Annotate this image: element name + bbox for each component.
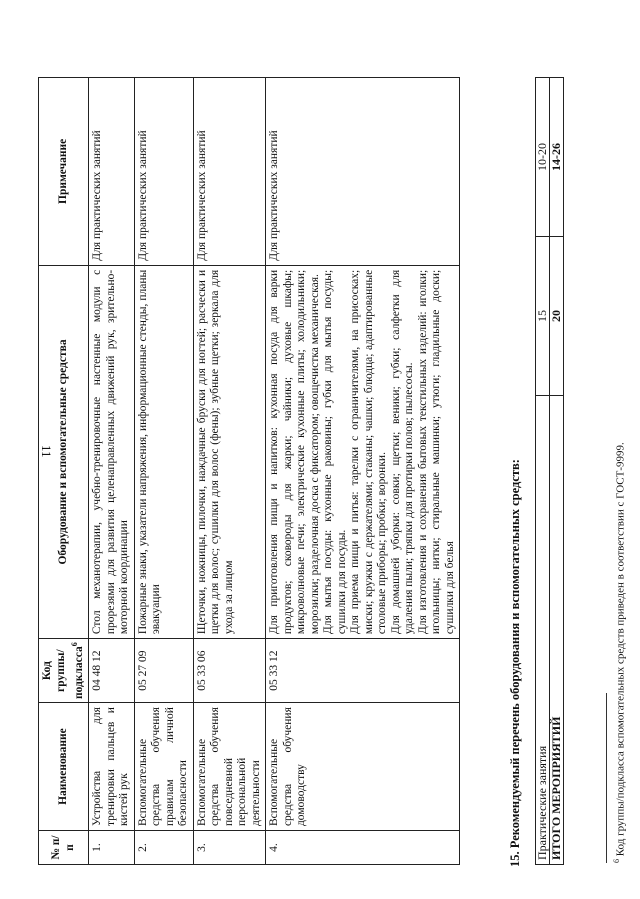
equipment-paragraph: Стол механотерапии, учебно-тренировочные настенные модули с прорезями для развития целенаправленных движений рук, зрительно-моторной координации (91, 269, 131, 635)
equipment-paragraph: Для мытья посуды: кухонные раковины; губки для мытья посуды; сушилки для посуды. (322, 269, 348, 635)
equipment-paragraph: Для изготовления и сохранения бытовых текстильных изделий: иголки; игольницы; нитки; стиральные машинки; утюги; гладильные доски; сушилки для белья (416, 269, 456, 635)
table-row (266, 78, 460, 865)
row-note: Для практических занятий (266, 78, 460, 266)
row-number: 3. (193, 831, 266, 865)
footnote-mark: 6 (612, 859, 621, 863)
row-equipment (89, 265, 135, 638)
row-code: 05 33 12 (266, 639, 460, 703)
header-code-label: Код группы/подкласса (41, 646, 85, 700)
summary-row (536, 78, 550, 865)
header-num: № п/п (39, 831, 89, 865)
summary-label: Практические занятия (536, 396, 550, 865)
equipment-paragraph: Для приготовления пищи и напитков: кухонная посуда для варки продуктов; сковороды для жарки; чайники; духовые шкафы; микроволновые печи; электрические кухонные плиты; холодильники; морозилки; разделочная доска с фиксатором; овощечистка механическая. (268, 269, 321, 635)
equipment-paragraph: Для домашней уборки: совки; щетки; веники; губки; салфетки для удаления пыли; тряпки для протирки полов; пылесосы. (389, 269, 416, 635)
footnote-text: Код группы/подкласса вспомогательных средств приведен в соответствии с ГОСТ-9999. (614, 442, 627, 857)
equipment-table-header (39, 78, 89, 865)
footnote (612, 442, 627, 863)
header-equipment: Оборудование и вспомогательные средства (39, 265, 89, 638)
section-title: 15. Рекомендуемый перечень оборудования и вспомогательных средств: (508, 459, 522, 867)
row-name: Вспомогательные средства обучения повседневной персональной деятельности (193, 703, 266, 831)
table-row (134, 78, 193, 865)
row-note: Для практических занятий (89, 78, 135, 266)
row-equipment (266, 265, 460, 638)
row-note: Для практических занятий (193, 78, 266, 266)
summary-label: ИТОГО МЕРОПРИЯТИЙ (550, 396, 564, 865)
row-name: Вспомогательные средства обучения правилам личной безопасности (134, 703, 193, 831)
summary-value-2: 14-26 (550, 78, 564, 237)
header-note: Примечание (39, 78, 89, 266)
row-number: 1. (89, 831, 135, 865)
page-number: 11 (39, 445, 54, 458)
summary-value-1: 15 (536, 237, 550, 396)
table-row (193, 78, 266, 865)
table-row (89, 78, 135, 865)
footnote-separator (606, 693, 607, 863)
header-name: Наименование (39, 703, 89, 831)
summary-value-2: 10-20 (536, 78, 550, 237)
row-note: Для практических занятий (134, 78, 193, 266)
summary-row (550, 78, 564, 865)
row-equipment (134, 265, 193, 638)
summary-table (535, 77, 564, 865)
row-name: Вспомогательные средства обучения домоводству (266, 703, 460, 831)
header-code (39, 639, 89, 703)
row-code: 04 48 12 (89, 639, 135, 703)
row-name: Устройства для тренировки пальцев и кистей рук (89, 703, 135, 831)
row-code: 05 33 06 (193, 639, 266, 703)
row-equipment (193, 265, 266, 638)
equipment-paragraph: Щеточки, ножницы, пилочки, наждачные бруски для ногтей; расчески и щетки для волос; сушилки для волос (фены); зубные щетки; зеркала для ухода за лицом (195, 269, 235, 635)
equipment-paragraph: Пожарные знаки, указатели напряжения, информационные стенды, планы эвакуации (136, 269, 163, 635)
summary-value-1: 20 (550, 237, 564, 396)
header-code-footnote-mark: 6 (70, 642, 79, 647)
row-code: 05 27 09 (134, 639, 193, 703)
equipment-paragraph: Для приема пищи и питья: тарелки с ограничителями, на присосках; миски; кружки с держателями; стаканы; чашки; блюдца; адаптированные столовые приборы; пробки; воронки. (349, 269, 389, 635)
row-number: 4. (266, 831, 460, 865)
row-number: 2. (134, 831, 193, 865)
equipment-table (38, 77, 460, 865)
